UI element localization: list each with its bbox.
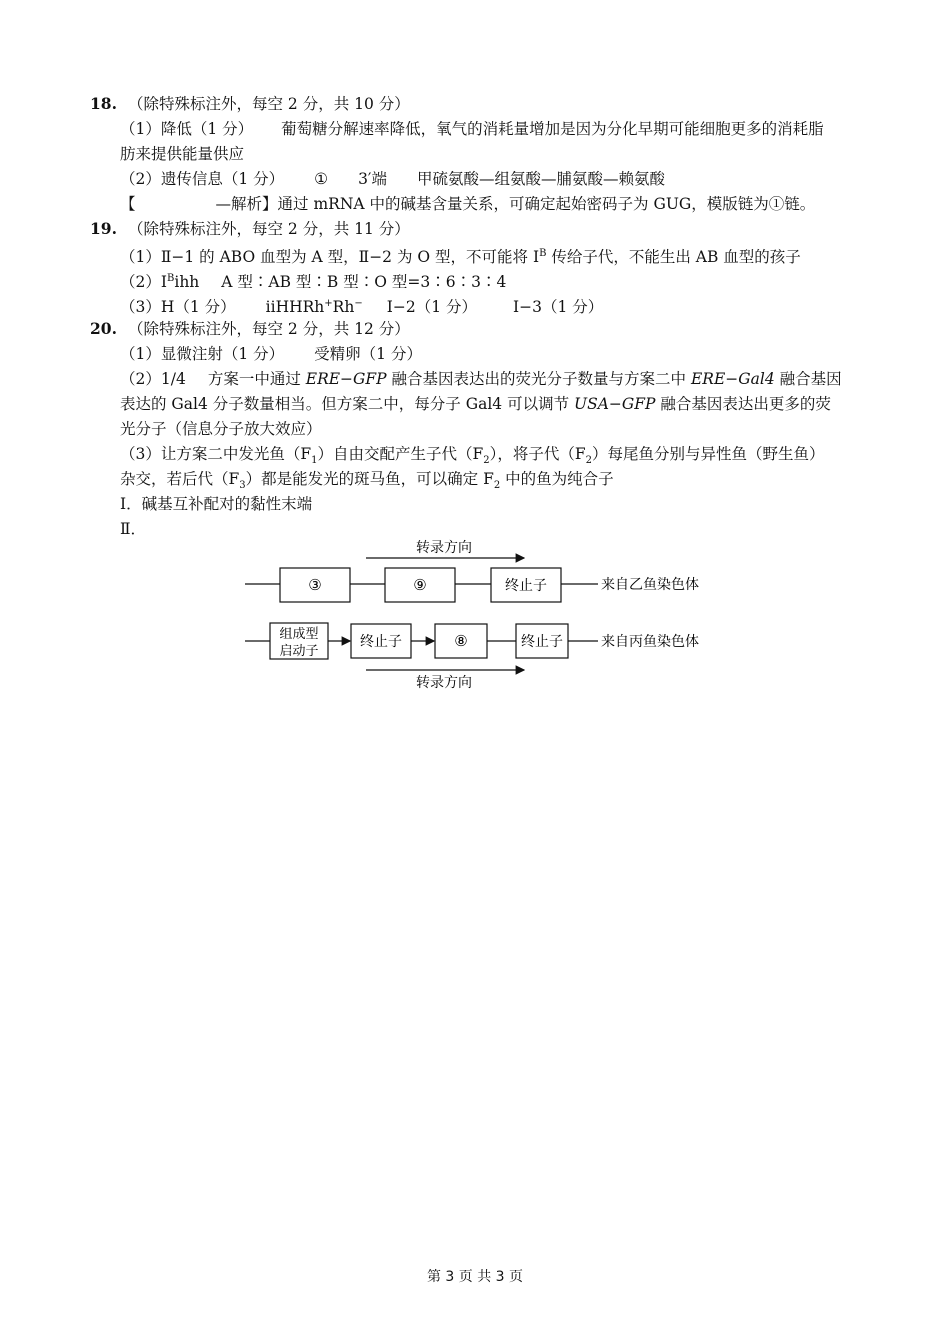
q20-part2-gene1: ERE−GFP xyxy=(305,370,387,388)
q19-part3-answer-d: Ⅰ−3（1 分） xyxy=(512,298,604,317)
q19-header: （除特殊标注外，每空 2 分，共 11 分） xyxy=(128,220,410,238)
q20-part3-sub1: 1 xyxy=(311,455,318,467)
row2-chromosome-label: 来自丙鱼染色体 xyxy=(601,634,699,650)
q20-part3-l2-sub2: 2 xyxy=(493,480,501,492)
q20-part2-text1: 方案一中通过 xyxy=(207,370,306,388)
q19-part1-line xyxy=(120,244,801,267)
q20-header-line xyxy=(90,319,410,339)
q18-analysis-line xyxy=(120,194,815,214)
q20-part3-line1 xyxy=(120,444,825,471)
q19-part1-rest: 传给子代，不能生出 AB 血型的孩子 xyxy=(546,248,801,267)
q19-part3-genotype-a: iiHHRh xyxy=(265,298,325,317)
row1-box-2-label: ⑨ xyxy=(413,576,427,594)
q20-part2-text3: 融合基因 xyxy=(774,370,842,388)
row2-terminator-label-1: 终止子 xyxy=(360,634,402,650)
q20-part3-text-c: ），将子代（F xyxy=(489,445,586,463)
q18-part2-answer-c: 甲硫氨酸—组氨酸—脯氨酸—赖氨酸 xyxy=(416,170,665,188)
q18-part2-answer-a: ① xyxy=(314,170,329,188)
q18-part1-line xyxy=(120,119,824,139)
q19-part2-ratio: A 型∶AB 型∶B 型∶O 型=3∶6∶3∶4 xyxy=(221,273,507,292)
page-footer: 第 3 页 共 3 页 xyxy=(426,1269,524,1285)
q18-header: （除特殊标注外，每空 2 分，共 10 分） xyxy=(128,95,410,113)
row2-promoter-label-2: 启动子 xyxy=(279,644,319,659)
q20-part2-l2-gene: USA−GFP xyxy=(574,395,656,413)
q20-number: 20. xyxy=(90,319,117,338)
q20-roman-1: Ⅰ．碱基互补配对的黏性末端 xyxy=(120,495,313,513)
q19-part1-text: （1）Ⅱ−1 的 ABO 血型为 A 型，Ⅱ−2 为 O 型，不可能将 I xyxy=(120,248,540,267)
q19-part1-sup: B xyxy=(539,248,547,259)
q18-part2-answer-b: 3′端 xyxy=(358,170,387,188)
q18-analysis-text: 通过 mRNA 中的碱基含量关系，可确定起始密码子为 GUG，模版链为①链。 xyxy=(277,195,816,213)
row2-box-3-label: ⑧ xyxy=(454,632,468,650)
q19-part2-line xyxy=(120,269,506,292)
bottom-transcription-label: 转录方向 xyxy=(416,675,472,691)
row1-box-1-label: ③ xyxy=(308,576,322,594)
q18-part2-line xyxy=(120,169,665,189)
q19-header-line xyxy=(90,219,410,239)
q20-part3-text-d: ）每尾鱼分别与异性鱼（野生鱼） xyxy=(592,445,825,463)
q19-part2-label: （2）I xyxy=(120,273,167,292)
q20-part2-label: （2）1/4 xyxy=(120,370,186,388)
q20-part3-sub3: 2 xyxy=(585,455,593,467)
q19-part3-label: （3）H（1 分） xyxy=(120,298,236,317)
row2-terminator-label-2: 终止子 xyxy=(521,634,563,650)
q19-part3-line xyxy=(120,294,603,317)
q20-part2-l2-text2: 融合基因表达出更多的荧 xyxy=(655,395,831,413)
q20-part3-sub2: 2 xyxy=(483,455,490,467)
q20-part2-line2 xyxy=(120,394,831,414)
q18-part1-continued: 肪来提供能量供应 xyxy=(120,145,245,163)
q18-part2-label: （2）遗传信息（1 分） xyxy=(120,170,285,188)
top-transcription-label: 转录方向 xyxy=(416,540,472,556)
q20-part2-line3: 光分子（信息分子放大效应） xyxy=(120,420,322,438)
q20-header: （除特殊标注外，每空 2 分，共 12 分） xyxy=(128,320,410,338)
q20-part3-l2-sub1: 3 xyxy=(239,480,246,492)
row1-chromosome-label: 来自乙鱼染色体 xyxy=(601,577,699,593)
q19-number: 19. xyxy=(90,219,117,238)
q19-part3-genotype-b: Rh xyxy=(332,298,355,317)
q18-part1-text: 葡萄糖分解速率降低，氧气的消耗量增加是因为分化早期可能细胞更多的消耗脂 xyxy=(281,120,824,138)
q18-part1-label: （1）降低（1 分） xyxy=(120,120,254,138)
q20-part2-l2-text1: 表达的 Gal4 分子数量相当。但方案二中，每分子 Gal4 可以调节 xyxy=(120,395,575,413)
q19-part3-sup2: − xyxy=(354,298,363,309)
row1-terminator-label: 终止子 xyxy=(505,578,547,594)
q18-number: 18. xyxy=(90,94,117,113)
q20-part3-text-b: ）自由交配产生子代（F xyxy=(317,445,484,463)
q20-part2-text2: 融合基因表达出的荧光分子数量与方案二中 xyxy=(386,370,691,388)
row2-promoter-label-1: 组成型 xyxy=(279,627,319,642)
q19-part3-answer-c: Ⅰ−2（1 分） xyxy=(386,298,477,317)
q20-part3-l2-text-b: ）都是能发光的斑马鱼，可以确定 F xyxy=(245,470,494,488)
q20-part1-answer-b: 受精卵（1 分） xyxy=(314,345,422,363)
q18-header-line xyxy=(90,94,410,114)
q19-part2-sup: B xyxy=(167,273,175,284)
q20-part2-gene2: ERE−Gal4 xyxy=(690,370,775,388)
q19-part2-genotype: ihh xyxy=(174,273,200,292)
q20-roman-2: Ⅱ． xyxy=(120,520,147,538)
q20-part2-line1 xyxy=(120,369,842,389)
q20-part3-text-a: （3）让方案二中发光鱼（F xyxy=(120,445,312,463)
q19-part3-sup1: + xyxy=(324,298,333,309)
q18-analysis-label: —解析】 xyxy=(215,195,278,213)
q20-part3-l2-text-c: 中的鱼为纯合子 xyxy=(500,470,614,488)
gene-construct-diagram xyxy=(240,532,720,692)
q18-analysis-bracket: 【 xyxy=(120,195,136,213)
q20-part1-line xyxy=(120,344,422,364)
q20-part1-answer-a: （1）显微注射（1 分） xyxy=(120,345,285,363)
q20-part3-line2 xyxy=(120,469,614,496)
q20-part3-l2-text-a: 杂交，若后代（F xyxy=(120,470,240,488)
